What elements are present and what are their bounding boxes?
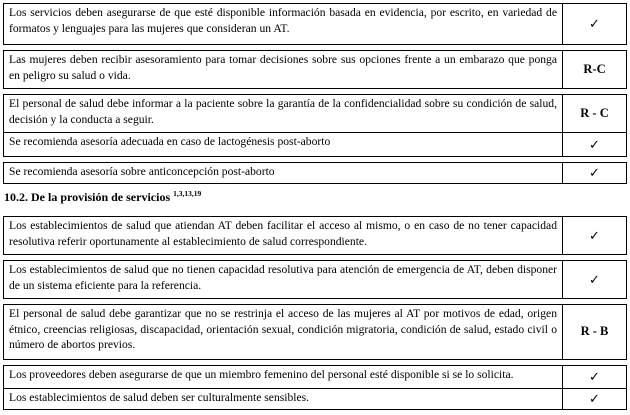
table-row xyxy=(4,133,627,157)
grade-cell: R - C xyxy=(563,95,627,133)
table-row xyxy=(4,261,627,299)
table-row xyxy=(4,305,627,360)
grade-cell: ✓ xyxy=(563,366,627,389)
recommendation-text: Los establecimientos de salud que no tienen capacidad resolutiva para atención de emergencia de AT, deben disponer de un sistema eficiente para la referencia. xyxy=(4,261,563,299)
table-row xyxy=(4,95,627,133)
recommendation-text: Los servicios deben asegurarse de que esté disponible información basada en evidencia, por escrito, en variedad de formatos y lenguajes para las mujeres que consideran un AT. xyxy=(4,4,563,45)
recommendation-text: Los proveedores deben asegurarse de que un miembro femenino del personal esté disponible si se lo solicita. xyxy=(4,366,563,389)
recommendation-text: El personal de salud debe informar a la paciente sobre la garantía de la confidencialidad sobre su condición de salud, decisión y la conducta a seguir. xyxy=(4,95,563,133)
grade-cell: R - B xyxy=(563,305,627,360)
section-heading xyxy=(4,189,201,205)
recommendation-text: Los establecimientos de salud que atiendan AT deben facilitar el acceso al mismo, o en caso de no tener capacidad resolutiva referir oportunamente al establecimiento de salud correspondiente. xyxy=(4,217,563,255)
recommendations-table-2 xyxy=(3,216,627,410)
recommendations-table-1 xyxy=(3,3,627,184)
recommendation-text: Se recomienda asesoría adecuada en caso de lactogénesis post-aborto xyxy=(4,133,563,157)
section-title: 10.2. De la provisión de servicios xyxy=(4,190,174,204)
grade-cell: ✓ xyxy=(563,163,627,184)
grade-cell: ✓ xyxy=(563,389,627,410)
table-row xyxy=(4,217,627,255)
table-row xyxy=(4,163,627,184)
table-row xyxy=(4,389,627,410)
table-row xyxy=(4,51,627,89)
grade-cell: R-C xyxy=(563,51,627,89)
recommendation-text: Las mujeres deben recibir asesoramiento para tomar decisiones sobre sus opciones frente a un embarazo que ponga en peligro su salud o vida. xyxy=(4,51,563,89)
grade-cell: ✓ xyxy=(563,133,627,157)
recommendation-text: Los establecimientos de salud deben ser culturalmente sensibles. xyxy=(4,389,563,410)
table-row xyxy=(4,366,627,389)
section-references: 1,3,13,19 xyxy=(173,189,202,198)
grade-cell: ✓ xyxy=(563,4,627,45)
grade-cell: ✓ xyxy=(563,217,627,255)
grade-cell: ✓ xyxy=(563,261,627,299)
recommendation-text: El personal de salud debe garantizar que no se restrinja el acceso de las mujeres al AT por motivos de edad, origen étnico, creencias religiosas, discapacidad, orientación sexual, condición migratoria, condición de salud, estado civil o número de abortos previos. xyxy=(4,305,563,360)
table-row xyxy=(4,4,627,45)
recommendation-text: Se recomienda asesoría sobre anticoncepción post-aborto xyxy=(4,163,563,184)
